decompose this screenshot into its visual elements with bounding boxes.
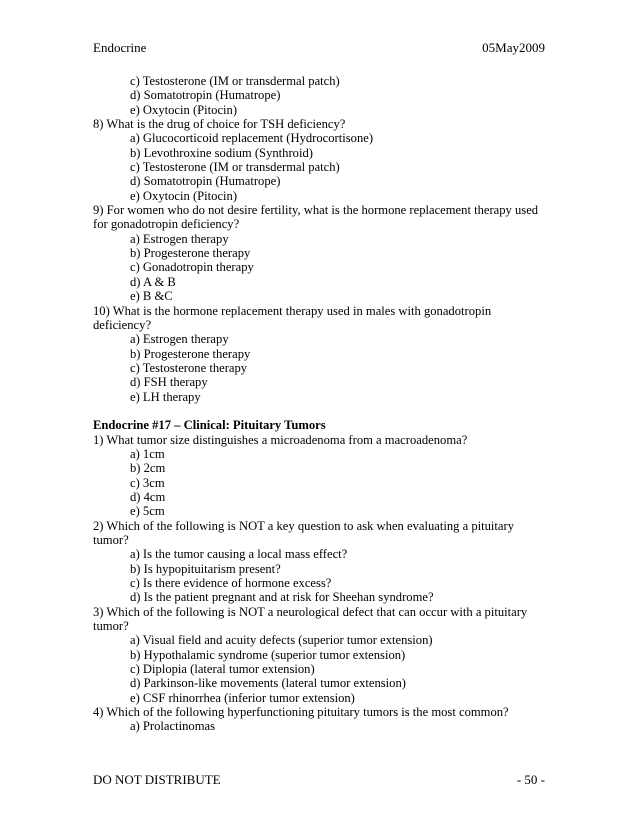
question-line: 4) Which of the following hyperfunctioning pituitary tumors is the most common? xyxy=(93,705,509,720)
answer-option: e) CSF rhinorrhea (inferior tumor extension) xyxy=(130,690,355,705)
answer-option: a) 1cm xyxy=(130,446,165,461)
answer-option: b) Hypothalamic syndrome (superior tumor extension) xyxy=(130,647,406,662)
question-line: 10) What is the hormone replacement therapy used in males with gonadotropin xyxy=(93,303,492,318)
document-body xyxy=(93,74,553,734)
answer-option: c) Diplopia (lateral tumor extension) xyxy=(130,662,315,677)
question-line: tumor? xyxy=(93,619,129,634)
spacer xyxy=(93,404,553,418)
question-line: deficiency? xyxy=(93,317,152,332)
answer-option: d) 4cm xyxy=(130,489,166,504)
answer-option: b) Is hypopituitarism present? xyxy=(130,561,281,576)
answer-option: a) Estrogen therapy xyxy=(130,332,229,347)
question-line: 1) What tumor size distinguishes a microadenoma from a macroadenoma? xyxy=(93,432,468,447)
answer-option: d) A & B xyxy=(130,274,176,289)
question-line: 3) Which of the following is NOT a neurological defect that can occur with a pituitary xyxy=(93,604,528,619)
answer-option: a) Visual field and acuity defects (superior tumor extension) xyxy=(130,633,433,648)
answer-option: c) Gonadotropin therapy xyxy=(130,260,254,275)
answer-option: a) Prolactinomas xyxy=(130,719,215,734)
answer-option: e) Oxytocin (Pitocin) xyxy=(130,188,238,203)
section-title: Endocrine #17 – Clinical: Pituitary Tumors xyxy=(93,418,326,433)
answer-option: c) Is there evidence of hormone excess? xyxy=(130,576,332,591)
question-line: 8) What is the drug of choice for TSH deficiency? xyxy=(93,117,346,132)
question-line: 2) Which of the following is NOT a key question to ask when evaluating a pituitary xyxy=(93,518,514,533)
answer-option: c) Testosterone (IM or transdermal patch) xyxy=(130,160,340,175)
answer-option: e) B &C xyxy=(130,289,173,304)
answer-option: c) Testosterone therapy xyxy=(130,360,248,375)
header-date: 05May2009 xyxy=(482,40,545,55)
answer-option: a) Glucocorticoid replacement (Hydrocortisone) xyxy=(130,131,374,146)
footer-notice: DO NOT DISTRIBUTE xyxy=(93,772,221,787)
answer-option: d) Somatotropin (Humatrope) xyxy=(130,174,281,189)
answer-option: c) 3cm xyxy=(130,475,165,490)
answer-option: d) Parkinson-like movements (lateral tumor extension) xyxy=(130,676,406,691)
answer-option: d) Is the patient pregnant and at risk for Sheehan syndrome? xyxy=(130,590,434,605)
question-line: 9) For women who do not desire fertility, what is the hormone replacement therapy used xyxy=(93,203,539,218)
answer-option: d) FSH therapy xyxy=(130,375,208,390)
question-line: tumor? xyxy=(93,533,129,547)
answer-option: c) Testosterone (IM or transdermal patch) xyxy=(130,74,340,88)
answer-option: e) LH therapy xyxy=(130,389,201,404)
page-number: - 50 - xyxy=(516,772,545,787)
answer-option: a) Is the tumor causing a local mass effect? xyxy=(130,547,348,562)
answer-option: b) 2cm xyxy=(130,461,166,476)
answer-option: d) Somatotropin (Humatrope) xyxy=(130,88,281,103)
page-footer xyxy=(93,772,545,790)
answer-option: b) Progesterone therapy xyxy=(130,246,251,261)
page-header xyxy=(93,40,545,58)
answer-option: b) Levothroxine sodium (Synthroid) xyxy=(130,145,313,160)
header-title: Endocrine xyxy=(93,40,147,55)
answer-option: e) Oxytocin (Pitocin) xyxy=(130,102,238,117)
answer-option: e) 5cm xyxy=(130,504,165,519)
answer-option: b) Progesterone therapy xyxy=(130,346,251,361)
question-line: for gonadotropin deficiency? xyxy=(93,217,240,232)
answer-option: a) Estrogen therapy xyxy=(130,231,229,246)
